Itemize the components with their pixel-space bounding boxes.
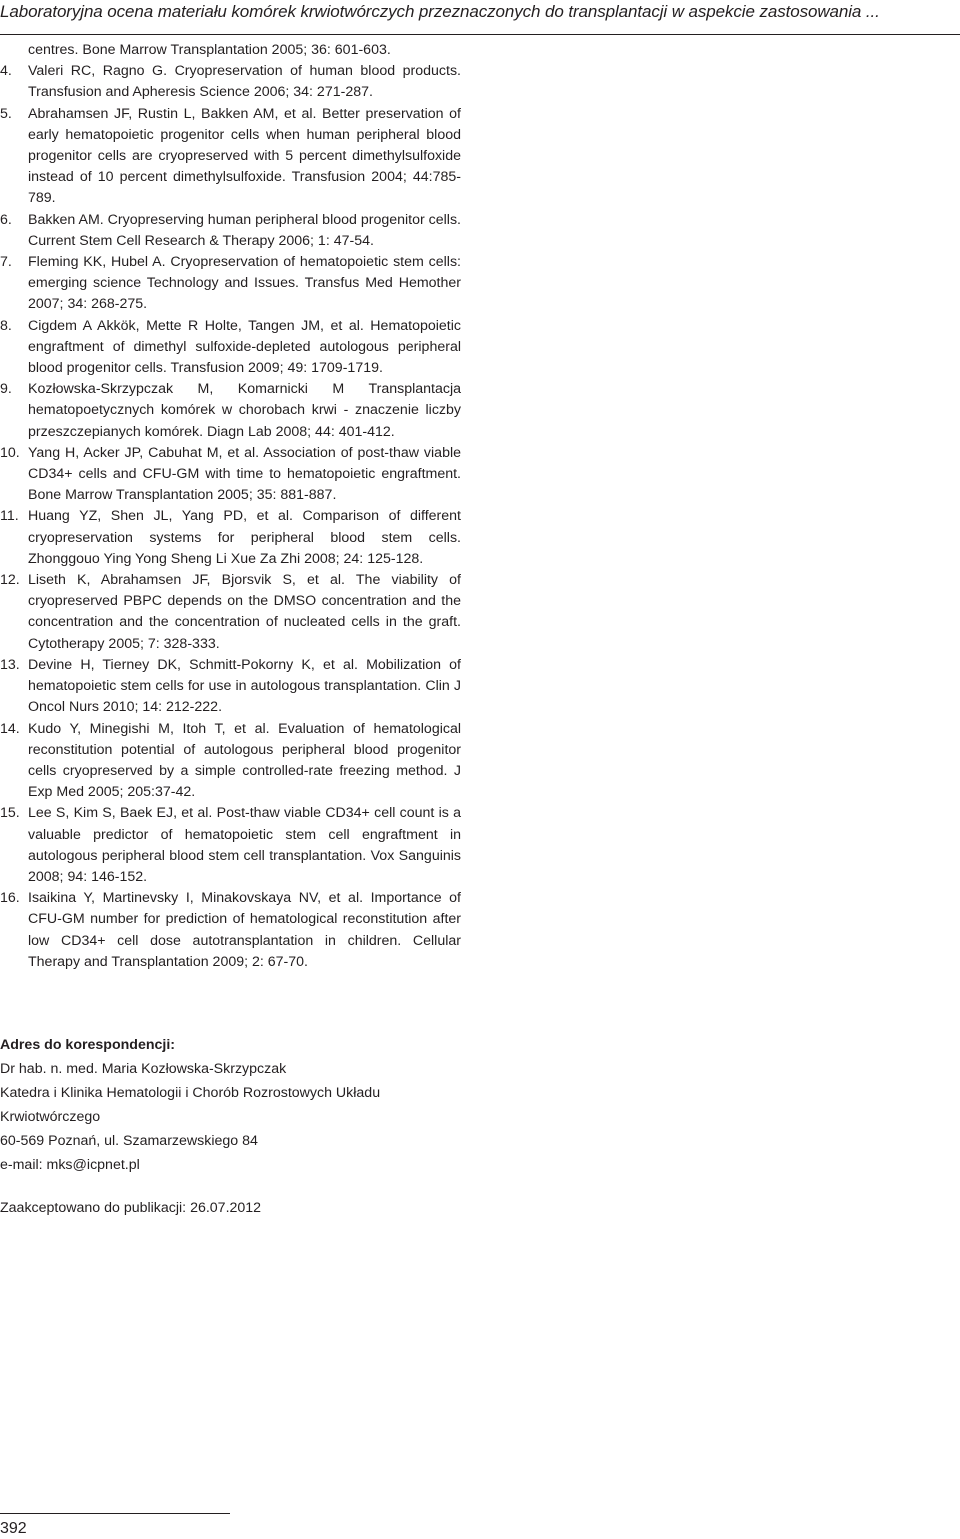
reference-item — [0, 316, 461, 380]
reference-text: Valeri RC, Ragno G. Cryopreservation of human blood products. Transfusion and Apheresis Science 2006; 34: 271-287. — [28, 63, 461, 101]
reference-item — [0, 506, 461, 570]
reference-item — [0, 443, 461, 507]
reference-number: 12. — [0, 572, 20, 589]
reference-number: 14. — [0, 720, 20, 737]
correspondence-block — [0, 1033, 560, 1177]
reference-text: Fleming KK, Hubel A. Cryopreservation of hematopoietic stem cells: emerging science Technology and Issues. Transfus Med Hemother 2007; 34: 268-275. — [28, 254, 461, 313]
reference-text: Devine H, Tierney DK, Schmitt-Pokorny K, et al. Mobilization of hematopoietic stem cells for use in autologous transplantation. Clin J Oncol Nurs 2010; 14: 212-222. — [28, 656, 461, 716]
reference-number: 8. — [0, 317, 12, 334]
correspondence-email: e-mail: mks@icpnet.pl — [0, 1157, 140, 1173]
reference-text: Bakken AM. Cryopreserving human peripheral blood progenitor cells. Current Stem Cell Research & Therapy 2006; 1: 47-54. — [28, 211, 461, 249]
reference-number: 10. — [0, 444, 20, 461]
footer-rule — [0, 1513, 230, 1514]
reference-item — [0, 252, 461, 316]
reference-text: Liseth K, Abrahamsen JF, Bjorsvik S, et al. The viability of cryopreserved PBPC depends on the DMSO concentration and the concentration and the concentration of nucleated cells in the graft. Cytotherapy 2005; 7: 328-333. — [28, 572, 461, 652]
reference-number: 11. — [0, 508, 19, 525]
accepted-date: Zaakceptowano do publikacji: 26.07.2012 — [0, 1200, 262, 1216]
correspondence-address: 60-569 Poznań, ul. Szamarzewskiego 84 — [0, 1133, 258, 1149]
reference-text: Isaikina Y, Martinevsky I, Minakovskaya NV, et al. Importance of CFU-GM number for prediction of hematological reconstitution after low CD34+ cell dose autotransplantation in children. Cellular Therapy and Transplantation 2009; 2: 67-70. — [28, 890, 461, 970]
correspondence-department: Katedra i Klinika Hematologii i Chorób Rozrostowych Układu Krwiotwórczego — [0, 1085, 381, 1125]
reference-item — [0, 379, 461, 443]
reference-item — [0, 61, 461, 103]
correspondence-name: Dr hab. n. med. Maria Kozłowska-Skrzypczak — [0, 1061, 287, 1077]
reference-number: 13. — [0, 656, 20, 673]
reference-number: 9. — [0, 381, 12, 398]
reference-item — [0, 210, 461, 252]
reference-items — [0, 61, 461, 973]
reference-number: 6. — [0, 211, 12, 228]
reference-text: Kudo Y, Minegishi M, Itoh T, et al. Evaluation of hematological reconstitution potential of autologous peripheral blood progenitor cells cryopreserved by a simple controlled-rate freezing method. J Exp Med 2005; 205:37-42. — [28, 720, 461, 801]
reference-text: Abrahamsen JF, Rustin L, Bakken AM, et al. Better preservation of early hematopoietic progenitor cells when human peripheral blood progenitor cells are cryopreserved with 5 percent dimethylsulfoxide instead of 10 percent dimethylsulfoxide. Transfusion 2004; 44:785-789. — [28, 105, 461, 207]
running-header: Laboratoryjna ocena materiału komórek krwiotwórczych przeznaczonych do transplantacji w aspekcie zastosowania ... — [0, 2, 880, 21]
reference-item — [0, 888, 461, 973]
reference-continuation: centres. Bone Marrow Transplantation 2005; 36: 601-603. — [28, 42, 391, 58]
header-rule — [0, 34, 960, 35]
reference-item — [0, 570, 461, 655]
reference-number: 4. — [0, 63, 12, 80]
reference-item — [0, 655, 461, 719]
reference-text: Kozłowska-Skrzypczak M, Komarnicki M Transplantacja hematopoetycznych komórek w chorobach krwi - znaczenie liczby przeszczepianych komórek. Diagn Lab 2008; 44: 401-412. — [28, 381, 461, 440]
page-number: 392 — [0, 1520, 27, 1537]
reference-item — [0, 104, 461, 210]
reference-text: Yang H, Acker JP, Cabuhat M, et al. Association of post-thaw viable CD34+ cells and CFU-GM with time to hematopoietic engraftment. Bone Marrow Transplantation 2005; 35: 881-887. — [28, 444, 461, 504]
reference-number: 5. — [0, 105, 12, 122]
reference-number: 16. — [0, 890, 20, 907]
reference-text: Lee S, Kim S, Baek EJ, et al. Post-thaw viable CD34+ cell count is a valuable predictor of hematopoietic stem cell engraftment in autologous peripheral blood stem cell transplantation. Vox Sanguinis 2008; 94: 146-152. — [28, 805, 461, 885]
reference-number: 15. — [0, 805, 20, 822]
reference-item — [0, 803, 461, 888]
correspondence-heading: Adres do korespondencji: — [0, 1037, 176, 1053]
reference-text: Huang YZ, Shen JL, Yang PD, et al. Comparison of different cryopreservation systems for peripheral blood stem cells. Zhonggouo Ying Yong Sheng Li Xue Za Zhi 2008; 24: 125-128. — [28, 508, 461, 567]
reference-item — [0, 719, 461, 804]
reference-number: 7. — [0, 254, 12, 271]
reference-text: Cigdem A Akkök, Mette R Holte, Tangen JM, et al. Hematopoietic engraftment of dimethyl sulfoxide-depleted autologous peripheral blood progenitor cells. Transfusion 2009; 49: 1709-1719. — [28, 317, 461, 377]
reference-list — [0, 40, 461, 973]
